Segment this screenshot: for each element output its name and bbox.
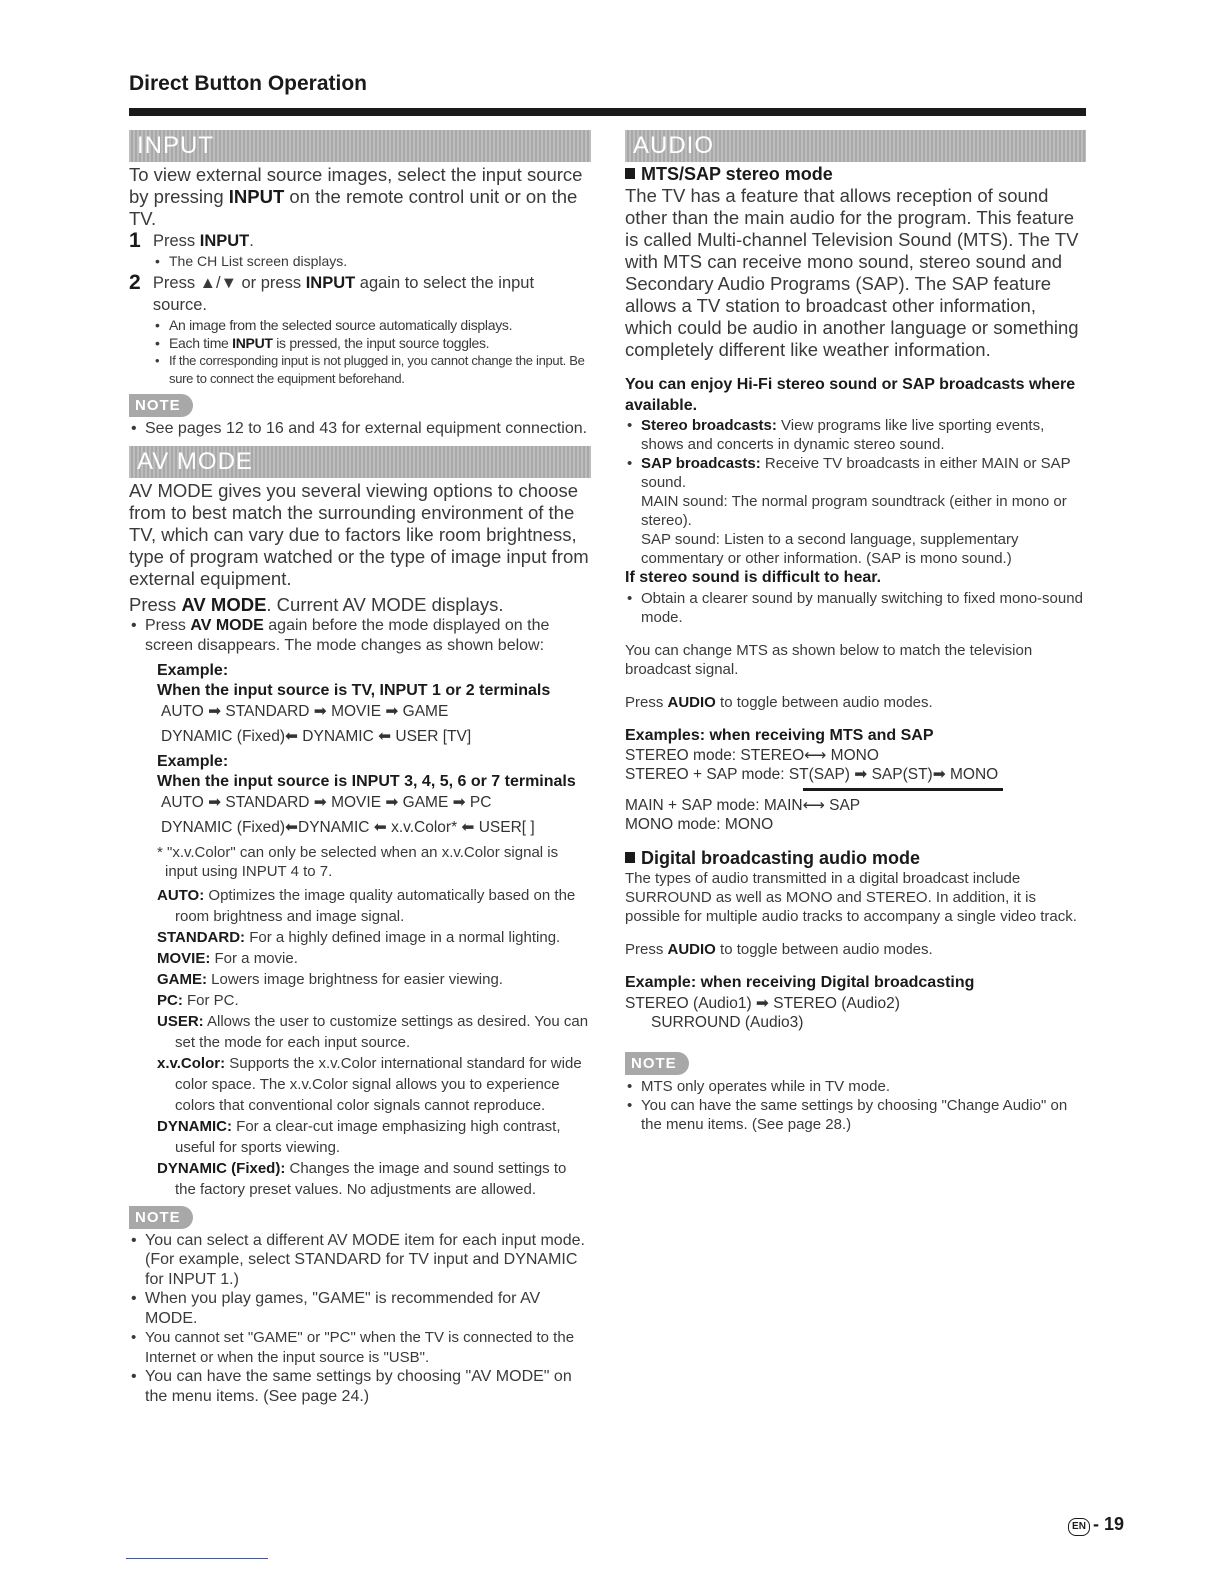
avmode-bullet: • Press AV MODE again before the mode displayed on the screen disappears. The mode changes as shown below: bbox=[129, 616, 591, 657]
avmode-example-1: Example: When the input source is TV, INPUT 1 or 2 terminals AUTO ➡ STANDARD ➡ MOVIE ➡ GAME DYNAMIC (Fixed)⬅ DYNAMIC ⬅ USER [TV] bbox=[157, 661, 551, 745]
square-bullet-icon bbox=[625, 168, 635, 179]
audio-note-badge: NOTE bbox=[625, 1052, 689, 1075]
difficult-bullet: • Obtain a clearer sound by manually switching to fixed mono-sound mode. bbox=[625, 589, 1086, 627]
right-column bbox=[625, 130, 1086, 1134]
avmode-note-badge: NOTE bbox=[129, 1206, 193, 1229]
input-step-2-bullets: • An image from the selected source automatically displays. • Each time INPUT is pressed, the input source toggles. • If the corresponding input is not plugged in, you cannot change the input. Be sure to connect the equipment beforehand. bbox=[129, 316, 591, 388]
page-title: Direct Button Operation bbox=[129, 72, 368, 95]
input-banner: INPUT bbox=[129, 130, 591, 162]
audio-note-list: • MTS only operates while in TV mode. • You can have the same settings by choosing "Change Audio" on the menu items. (See page 28.) bbox=[625, 1077, 1086, 1134]
ex-mts-1: STEREO mode: STEREO⟷ MONO bbox=[625, 747, 879, 764]
input-step-2: 2 Press ▲/▼ or press INPUT again to select the input source. bbox=[129, 271, 535, 314]
mts-heading: MTS/SAP stereo mode bbox=[625, 164, 1086, 185]
input-intro: To view external source images, select the input source by pressing INPUT on the remote control unit or on the TV. bbox=[129, 164, 583, 229]
avmode-press: Press AV MODE. Current AV MODE displays. bbox=[129, 593, 504, 615]
header-rule bbox=[129, 108, 1086, 116]
def-auto: AUTO: Optimizes the image quality automatically based on the room brightness and image signal. bbox=[157, 886, 576, 925]
mts-intro: The TV has a feature that allows reception of sound other than the main audio for the program. This feature is called Multi-channel Television Sound (MTS). The TV with MTS can receive mono sound, stereo sound and Secondary Audio Programs (SAP). The SAP feature allows a TV station to broadcast other information, which could be audio in another language or something completely different like weather information. bbox=[625, 185, 1079, 360]
input-note-list: • See pages 12 to 16 and 43 for external equipment connection. bbox=[129, 419, 591, 440]
input-step-1: 1 Press INPUT. bbox=[129, 229, 254, 252]
ex-mts-return-arrow bbox=[625, 784, 1086, 796]
ex-mts-heading: Examples: when receiving MTS and SAP bbox=[625, 726, 934, 744]
avmode-note-list: • You can select a different AV MODE item for each input mode. (For example, select STANDARD for TV input and DYNAMIC for INPUT 1.) • When you play games, "GAME" is recommended for AV MODE. • You cannot set "GAME" or "PC" when the TV is connected to the Internet or when the input source is "USB". • You can have the same settings by choosing "AV MODE" on the menu items. (See page 24.) bbox=[129, 1231, 591, 1407]
input-note-badge: NOTE bbox=[129, 394, 193, 417]
avmode-footnote: * "x.v.Color" can only be selected when an x.v.Color signal is input using INPUT 4 to 7. bbox=[157, 843, 559, 880]
def-standard: STANDARD: For a highly defined image in a normal lighting. bbox=[157, 928, 561, 946]
digital-heading: Digital broadcasting audio mode bbox=[625, 848, 1086, 869]
press-audio-1: Press AUDIO to toggle between audio modes. bbox=[625, 693, 933, 711]
footer-line bbox=[126, 1558, 268, 1559]
audio-banner: AUDIO bbox=[625, 130, 1086, 162]
avmode-example-2: Example: When the input source is INPUT 3, 4, 5, 6 or 7 terminals AUTO ➡ STANDARD ➡ MOVIE ➡ GAME ➡ PC DYNAMIC (Fixed)⬅DYNAMIC ⬅ x.v.Color* ⬅ USER[ ] bbox=[157, 752, 576, 836]
def-movie: MOVIE: For a movie. bbox=[157, 949, 298, 967]
input-step-1-bullets: • The CH List screen displays. bbox=[129, 252, 591, 270]
ex-dig-2: SURROUND (Audio3) bbox=[651, 1013, 804, 1031]
digital-intro: The types of audio transmitted in a digital broadcast include SURROUND as well as MONO and STEREO. In addition, it is possible for multiple audio tracks to accompany a single video track. bbox=[625, 870, 1077, 925]
ex-mts-2: STEREO + SAP mode: ST(SAP) ➡ SAP(ST)➡ MONO bbox=[625, 766, 999, 783]
ex-mts-4: MONO mode: MONO bbox=[625, 816, 774, 833]
ex-dig-heading: Example: when receiving Digital broadcasting bbox=[625, 974, 975, 991]
avmode-definitions bbox=[129, 885, 591, 1200]
def-xvcolor: x.v.Color: Supports the x.v.Color international standard for wide color space. The x.v.Color signal allows you to experience colors that conventional color signals cannot reproduce. bbox=[157, 1054, 582, 1114]
square-bullet-icon bbox=[625, 852, 635, 863]
press-audio-2: Press AUDIO to toggle between audio modes. bbox=[625, 941, 933, 958]
difficult-heading: If stereo sound is difficult to hear. bbox=[625, 569, 882, 586]
broadcast-bullets: • Stereo broadcasts: View programs like live sporting events, shows and concerts in dynamic stereo sound. • SAP broadcasts: Receive TV broadcasts in either MAIN or SAP sound. MAIN sound: The normal program soundtrack (either in mono or stereo). SAP sound: Listen to a second language, supplementary commentary or other information. (SAP is mono sound.) bbox=[625, 416, 1086, 568]
avmode-intro: AV MODE gives you several viewing options to choose from to best match the surrounding environment of the TV, which can vary due to factors like room brightness, type of program watched or the type of image input from external equipment. bbox=[129, 479, 589, 589]
change-mts: You can change MTS as shown below to match the television broadcast signal. bbox=[625, 641, 1033, 678]
def-pc: PC: For PC. bbox=[157, 991, 239, 1009]
def-dynamic: DYNAMIC: For a clear-cut image emphasizing high contrast, useful for sports viewing. bbox=[157, 1117, 561, 1156]
ex-mts-3: MAIN + SAP mode: MAIN⟷ SAP bbox=[625, 797, 861, 814]
page-number: EN - 19 bbox=[1068, 1514, 1124, 1536]
en-language-icon: EN bbox=[1068, 1518, 1090, 1536]
hifi-heading: You can enjoy Hi-Fi stereo sound or SAP broadcasts where available. bbox=[625, 376, 1076, 414]
ex-dig-1: STEREO (Audio1) ➡ STEREO (Audio2) bbox=[625, 994, 900, 1012]
def-user: USER: Allows the user to customize settings as desired. You can set the mode for each input source. bbox=[157, 1012, 589, 1051]
def-dynamic-fixed: DYNAMIC (Fixed): Changes the image and sound settings to the factory preset values. No adjustments are allowed. bbox=[157, 1159, 567, 1198]
avmode-banner: AV MODE bbox=[129, 446, 591, 478]
def-game: GAME: Lowers image brightness for easier viewing. bbox=[157, 970, 503, 988]
left-column bbox=[129, 130, 591, 1406]
